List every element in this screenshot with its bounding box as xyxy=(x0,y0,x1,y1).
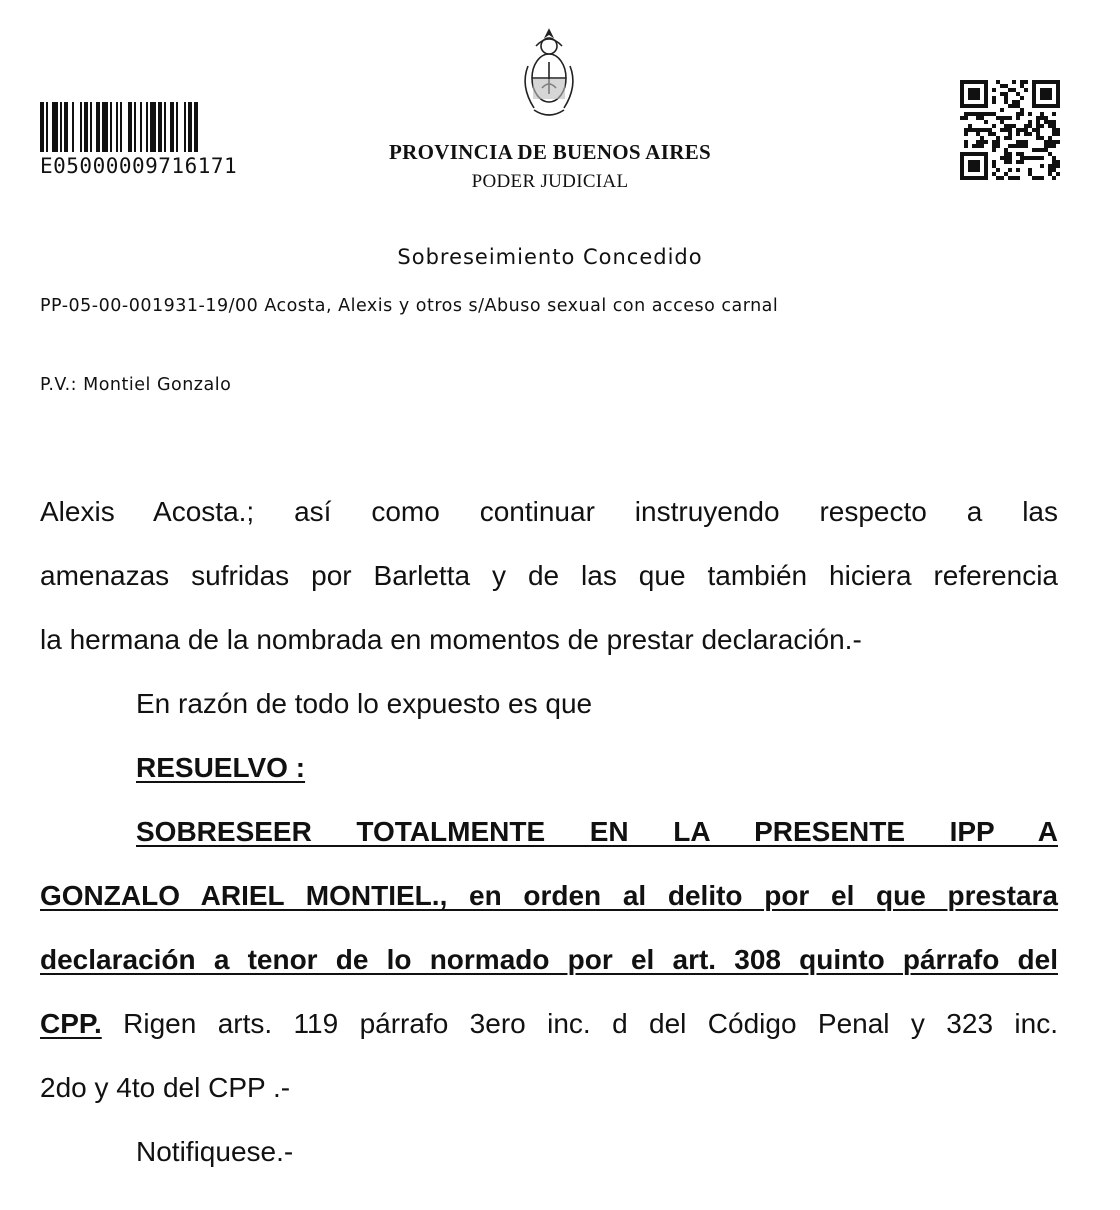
cpp-label: CPP. xyxy=(40,1008,102,1039)
institution-subtitle: PODER JUDICIAL xyxy=(471,171,629,192)
institution-header xyxy=(340,140,760,193)
institution-title: PROVINCIA DE BUENOS AIRES xyxy=(389,140,711,164)
body-line: Alexis Acosta.; así como continuar instruyendo respecto a las xyxy=(40,496,1058,527)
closing-line: Notifiquese.- xyxy=(136,1136,294,1167)
document-type: Sobreseimiento Concedido xyxy=(397,245,703,269)
barcode xyxy=(40,102,250,178)
barcode-number: E05000009716171 xyxy=(40,154,238,178)
pv-line: P.V.: Montiel Gonzalo xyxy=(40,375,232,395)
coat-of-arms-icon xyxy=(516,26,582,126)
resolution-line: 2do y 4to del CPP .- xyxy=(40,1072,291,1103)
case-number-line: PP-05-00-001931-19/00 Acosta, Alexis y otros s/Abuso sexual con acceso carnal xyxy=(40,296,779,316)
body-line: amenazas sufridas por Barletta y de las que también hiciera referencia xyxy=(40,560,1058,591)
rigen-text: Rigen arts. 119 párrafo 3ero inc. d del Código Penal y 323 inc. xyxy=(101,1008,1058,1039)
resolution-line: GONZALO ARIEL MONTIEL., en orden al delito por el que prestara xyxy=(40,880,1058,911)
body-line: la hermana de la nombrada en momentos de prestar declaración.- xyxy=(40,624,862,655)
document-body xyxy=(40,480,1058,1184)
resuelvo-label: RESUELVO : xyxy=(136,752,306,783)
resolution-heading xyxy=(40,736,1058,800)
body-line: En razón de todo lo expuesto es que xyxy=(136,688,593,719)
barcode-bars xyxy=(40,102,245,152)
resolution-line: SOBRESEER TOTALMENTE EN LA PRESENTE IPP A xyxy=(136,816,1058,847)
resolution-line xyxy=(40,992,1058,1056)
qr-code xyxy=(960,80,1060,180)
resolution-line: declaración a tenor de lo normado por el art. 308 quinto párrafo del xyxy=(40,944,1058,975)
